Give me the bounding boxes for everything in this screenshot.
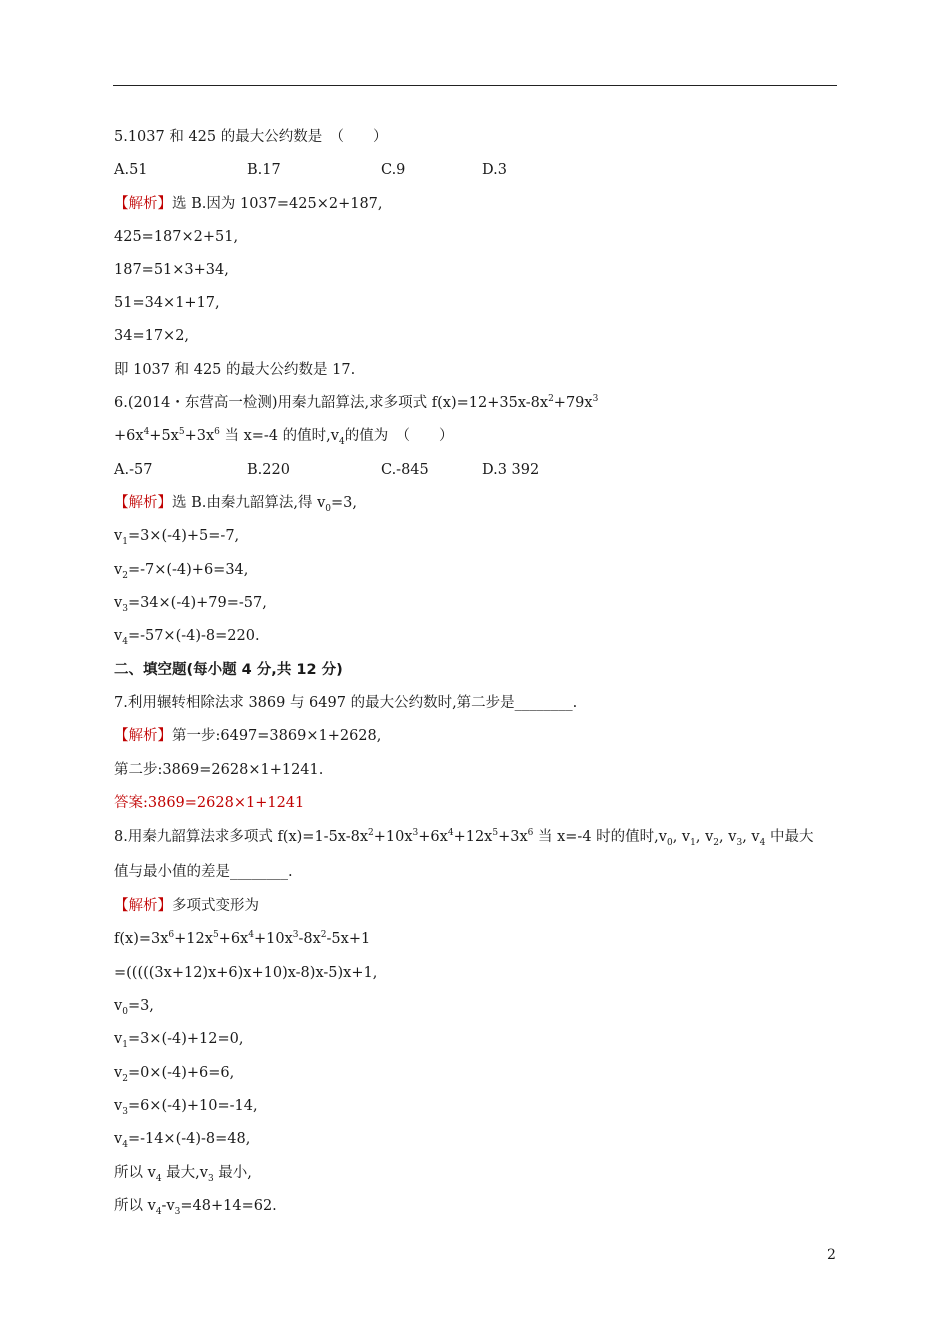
q6-stem-line2: $+6x^4+5x^5+3x^6$ 当 x=-4 的值时$,v_4$的值为 （ ）: [114, 427, 454, 447]
q5-step: 425=187×2+51,: [114, 229, 239, 245]
q6-step: $v_2=-7\times(-4)+6=34$,: [114, 562, 249, 581]
q5-lead-text: 选 B.因为 1037=425×2+187,: [172, 196, 383, 212]
q5-option-a: A.51: [114, 162, 148, 178]
q5-solution-lead: [114, 194, 383, 214]
q5-step: 51=34×1+17,: [114, 295, 220, 311]
q8-step: $v_4=-14\times(-4)-8=48$,: [114, 1131, 251, 1150]
q6-option-a: A.-57: [114, 462, 153, 478]
page-number: 2: [827, 1247, 836, 1263]
q8-step: $v_1=3\times(-4)+12=0$,: [114, 1031, 244, 1050]
q6-solution-lead: 【解析】选 B.由秦九韶算法,得 $v_0=3$,: [114, 495, 358, 514]
q7-answer: 答案:3869=2628×1+1241: [114, 795, 305, 811]
q7-step2: 第二步:3869=2628×1+1241.: [114, 762, 324, 778]
q5-step: 34=17×2,: [114, 328, 190, 344]
q8-stem: 8.用秦九韶算法求多项式 $f(x)=1-5x-8x^2+10x^3+6x^4+12x^5+3x^6$ 当 x=-4 时的值时$,v_0$, $v_1$, $v_2$, $v_3$, $v_4$ 中最大: [114, 828, 814, 848]
q8-stem-line2: 值与最小值的差是________.: [114, 864, 293, 880]
q5-conclusion: 即 1037 和 425 的最大公约数是 17.: [114, 362, 356, 378]
q8-step: $v_3=6\times(-4)+10=-14$,: [114, 1098, 258, 1117]
q8-conclusion-2: 所以 $v_4-v_3=48+14=62$.: [114, 1198, 277, 1217]
q8-conclusion-1: 所以 $v_4$ 最大$,v_3$ 最小,: [114, 1165, 252, 1184]
q8-solution-lead: 【解析】多项式变形为: [114, 898, 259, 914]
q5-option-c: C.9: [381, 162, 406, 178]
q5-options: [114, 160, 507, 180]
q6-step: $v_1=3\times(-4)+5=-7$,: [114, 528, 240, 547]
q6-option-c: C.-845: [381, 462, 429, 478]
solution-tag: 【解析】: [114, 196, 172, 212]
q6-stem: 6.(2014・东营高一检测)用秦九韶算法,求多项式 $f(x)=12+35x-8x^2+79x^3$: [114, 394, 599, 411]
q5-option-b: B.17: [247, 162, 281, 178]
q8-poly: $f(x)=3x^6+12x^5+6x^4+10x^3-8x^2-5x+1$: [114, 930, 371, 947]
q6-option-b: B.220: [247, 462, 290, 478]
answer-label: 答案: [114, 795, 143, 811]
q8-nested: =(((((3x+12)x+6)x+10)x-8)x-5)x+1,: [114, 965, 378, 981]
q8-step: $v_2=0\times(-4)+6=6$,: [114, 1065, 235, 1084]
q5-step: 187=51×3+34,: [114, 262, 229, 278]
header-rule: [113, 85, 837, 86]
q6-step: $v_3=34\times(-4)+79=-57$,: [114, 595, 267, 614]
solution-tag: 【解析】: [114, 728, 172, 744]
q7-solution-lead: 【解析】第一步:6497=3869×1+2628,: [114, 728, 382, 744]
solution-tag: 【解析】: [114, 898, 172, 914]
q8-step: $v_0=3$,: [114, 998, 154, 1017]
q6-options: [114, 460, 539, 480]
q5-option-d: D.3: [482, 162, 507, 178]
q6-option-d: D.3 392: [482, 462, 540, 478]
solution-tag: 【解析】: [114, 495, 172, 511]
section-title: 二、填空题(每小题 4 分,共 12 分): [114, 662, 343, 678]
q6-step: $v_4=-57\times(-4)-8=220$.: [114, 628, 260, 647]
q5-stem: 5.1037 和 425 的最大公约数是 （ ）: [114, 129, 388, 145]
q7-stem: 7.利用辗转相除法求 3869 与 6497 的最大公约数时,第二步是________.: [114, 695, 578, 711]
